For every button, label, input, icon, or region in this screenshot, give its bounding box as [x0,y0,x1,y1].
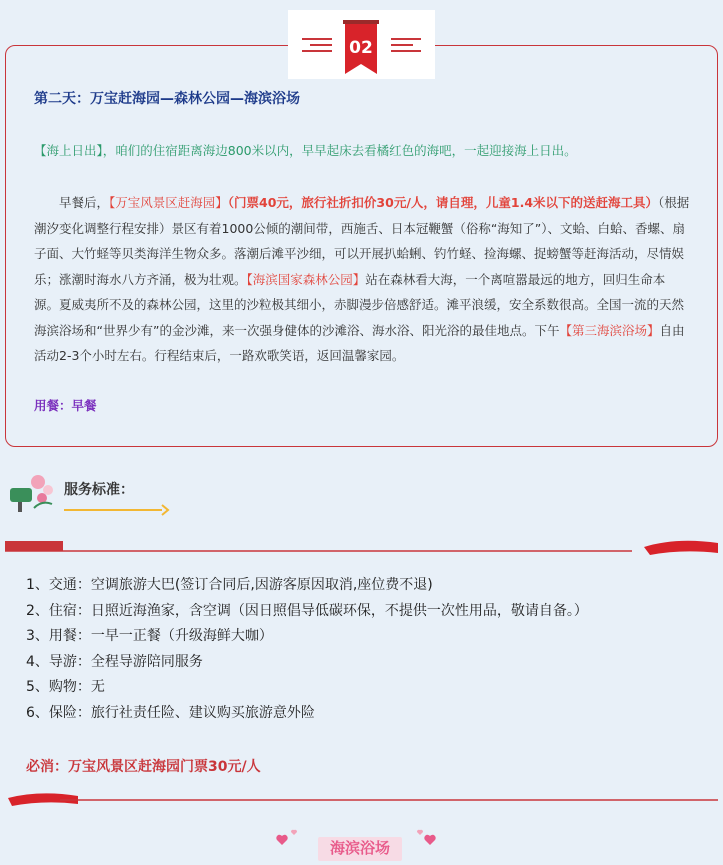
sunrise-tag: 【海上日出】 [34,143,103,158]
para-text-3: 站在森林看大海，一个离喧嚣最远的地方，回归生命本源。夏威夷所不及的森林公园，这里的沙粒极其细小，赤脚漫步倍感舒适。滩平浪缓，安全系数很高。全国一流的天然海滨浴场和“世界少有”的金沙滩，来一次强身健体的沙滩浴、海水浴、阳光浴的最佳地点。下午 [34,271,685,338]
spot-wanbao: 【万宝风景区赶海园】 [109,195,228,210]
list-item: 3、用餐：一早一正餐（升级海鲜大咖） [26,628,273,645]
list-item: 6、保险：旅行社责任险、建议购买旅游意外险 [26,704,315,721]
footer-heading [260,823,460,863]
badge-number: 02 [349,38,373,58]
footer-title: 海滨浴场 [329,839,390,857]
list-item: 2、住宿：日照近海渔家，含空调（因日照倡导低碳环保，不提供一次性用品，敬请自备。） [26,602,588,619]
flower-mailbox-icon [8,468,56,514]
service-title: 服务标准： [64,482,134,498]
itinerary-paragraph [34,190,690,369]
ticket-note: （门票40元，旅行社折扣价30元/人，请自理，儿童1.4米以下的送赶海工具） [227,195,659,210]
day-badge [288,10,435,79]
list-item: 4、导游：全程导游陪同服务 [26,653,203,670]
list-item: 1、交通：空调旅游大巴(签订合同后,因游客原因取消,座位费不退) [26,577,433,593]
para-text-4: 自由活动2-3个小时左右。行程结束后，一路欢歌笑语，返回温馨家园。 [34,322,685,363]
bottom-divider [0,790,723,810]
badge-lines-left [302,38,332,56]
para-text-1: 早餐后， [59,195,110,210]
service-list [26,573,588,727]
section-divider [0,537,723,565]
list-item: 5、购物：无 [26,679,105,696]
sunrise-text: ，咱们的住宿距离海边800米以内，早早起床去看橘红色的海吧，一起迎接海上日出。 [102,143,577,158]
day-title: 第二天：万宝赶海园—森林公园—海滨浴场 [34,91,300,107]
badge-lines-right [391,38,421,56]
title-underline [64,504,172,516]
mandatory-fee: 必消：万宝风景区赶海园门票30元/人 [26,759,261,775]
para-text-2: （根据潮汐变化调整行程安排）景区有着1000公倾的潮间带，西施舌、日本冠鞭蟹（俗称“海知了”）、文蛤、白蛤、香螺、扇子面、大竹蛏等贝类海洋生物众多。落潮后滩平沙细，可以开展扒蛤蜊、钓竹蛏、捡海螺、捉螃蟹等赶海活动，尽情娱乐；涨潮时海水八方齐涌，极为壮观。 [34,195,690,287]
sunrise-line [34,141,577,159]
meal-line: 用餐：早餐 [34,398,97,413]
spot-forest-park: 【海滨国家森林公园】 [246,271,366,287]
spot-beach-3: 【第三海滨浴场】 [559,322,660,338]
